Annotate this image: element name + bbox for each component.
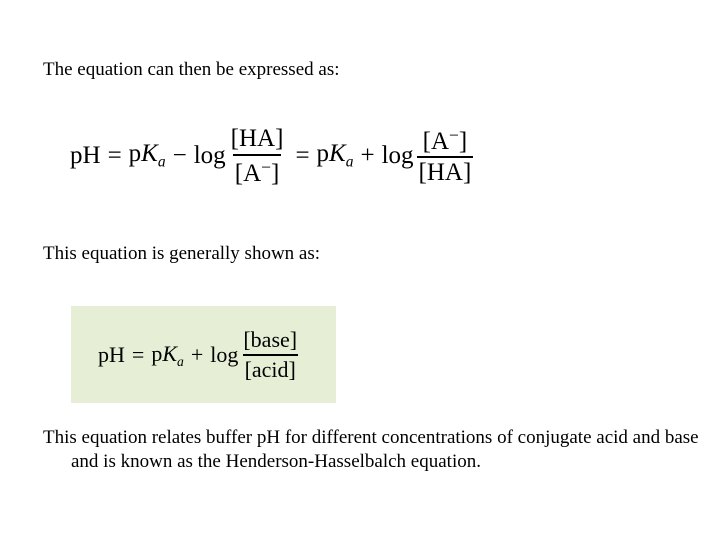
numerator-base: [base] [243, 327, 298, 352]
denominator-a [233, 154, 282, 188]
a-charge-2: − [449, 124, 459, 145]
pka-p: p [128, 140, 142, 168]
a-open-2: [A [422, 127, 450, 155]
a-charge: − [261, 156, 272, 177]
plus-sign-hh: + [190, 342, 204, 367]
denominator-ha: [HA] [417, 156, 474, 187]
fraction-ha-over-a [229, 125, 286, 188]
minus-sign: − [172, 142, 187, 169]
a-close-2: ] [458, 127, 468, 155]
pka-term-2 [317, 140, 354, 171]
pka-p-hh: p [151, 340, 163, 366]
pka-k: K [141, 140, 158, 168]
a-close: ] [271, 159, 280, 187]
fraction-base-over-acid [241, 327, 299, 383]
pka-p-2: p [316, 140, 330, 168]
intro-text: The equation can then be expressed as: [43, 59, 340, 80]
fraction-a-over-ha [417, 125, 474, 188]
pka-k-2: K [329, 140, 346, 168]
equals-sign: = [107, 142, 122, 169]
plus-sign: + [360, 142, 375, 169]
denominator-acid: [acid] [243, 354, 298, 383]
conclusion-text: This equation relates buffer pH for different concentrations of conjugate acid and base and is known as the Henderson-Hasselbalch equation. [43, 427, 699, 472]
ph-symbol: pH [70, 142, 101, 169]
pka-a-hh: a [177, 353, 184, 369]
numerator-a [421, 125, 470, 157]
equals-sign-hh: = [131, 342, 145, 367]
equation-expanded [70, 118, 476, 194]
equals-sign-2: = [295, 142, 310, 169]
henderson-hasselbalch-equation [98, 320, 302, 390]
ph-symbol-hh: pH [98, 342, 125, 367]
pka-a-2: a [345, 153, 354, 171]
shown-text: This equation is generally shown as: [43, 243, 321, 264]
log-label: log [193, 142, 226, 169]
log-label-hh: log [210, 342, 239, 367]
log-label-2: log [381, 142, 414, 169]
pka-a: a [157, 153, 166, 171]
numerator-ha: [HA] [230, 124, 284, 152]
pka-term-hh [151, 341, 184, 370]
pka-term [129, 140, 166, 171]
a-open: [A [234, 159, 262, 187]
pka-k-hh: K [162, 340, 177, 366]
